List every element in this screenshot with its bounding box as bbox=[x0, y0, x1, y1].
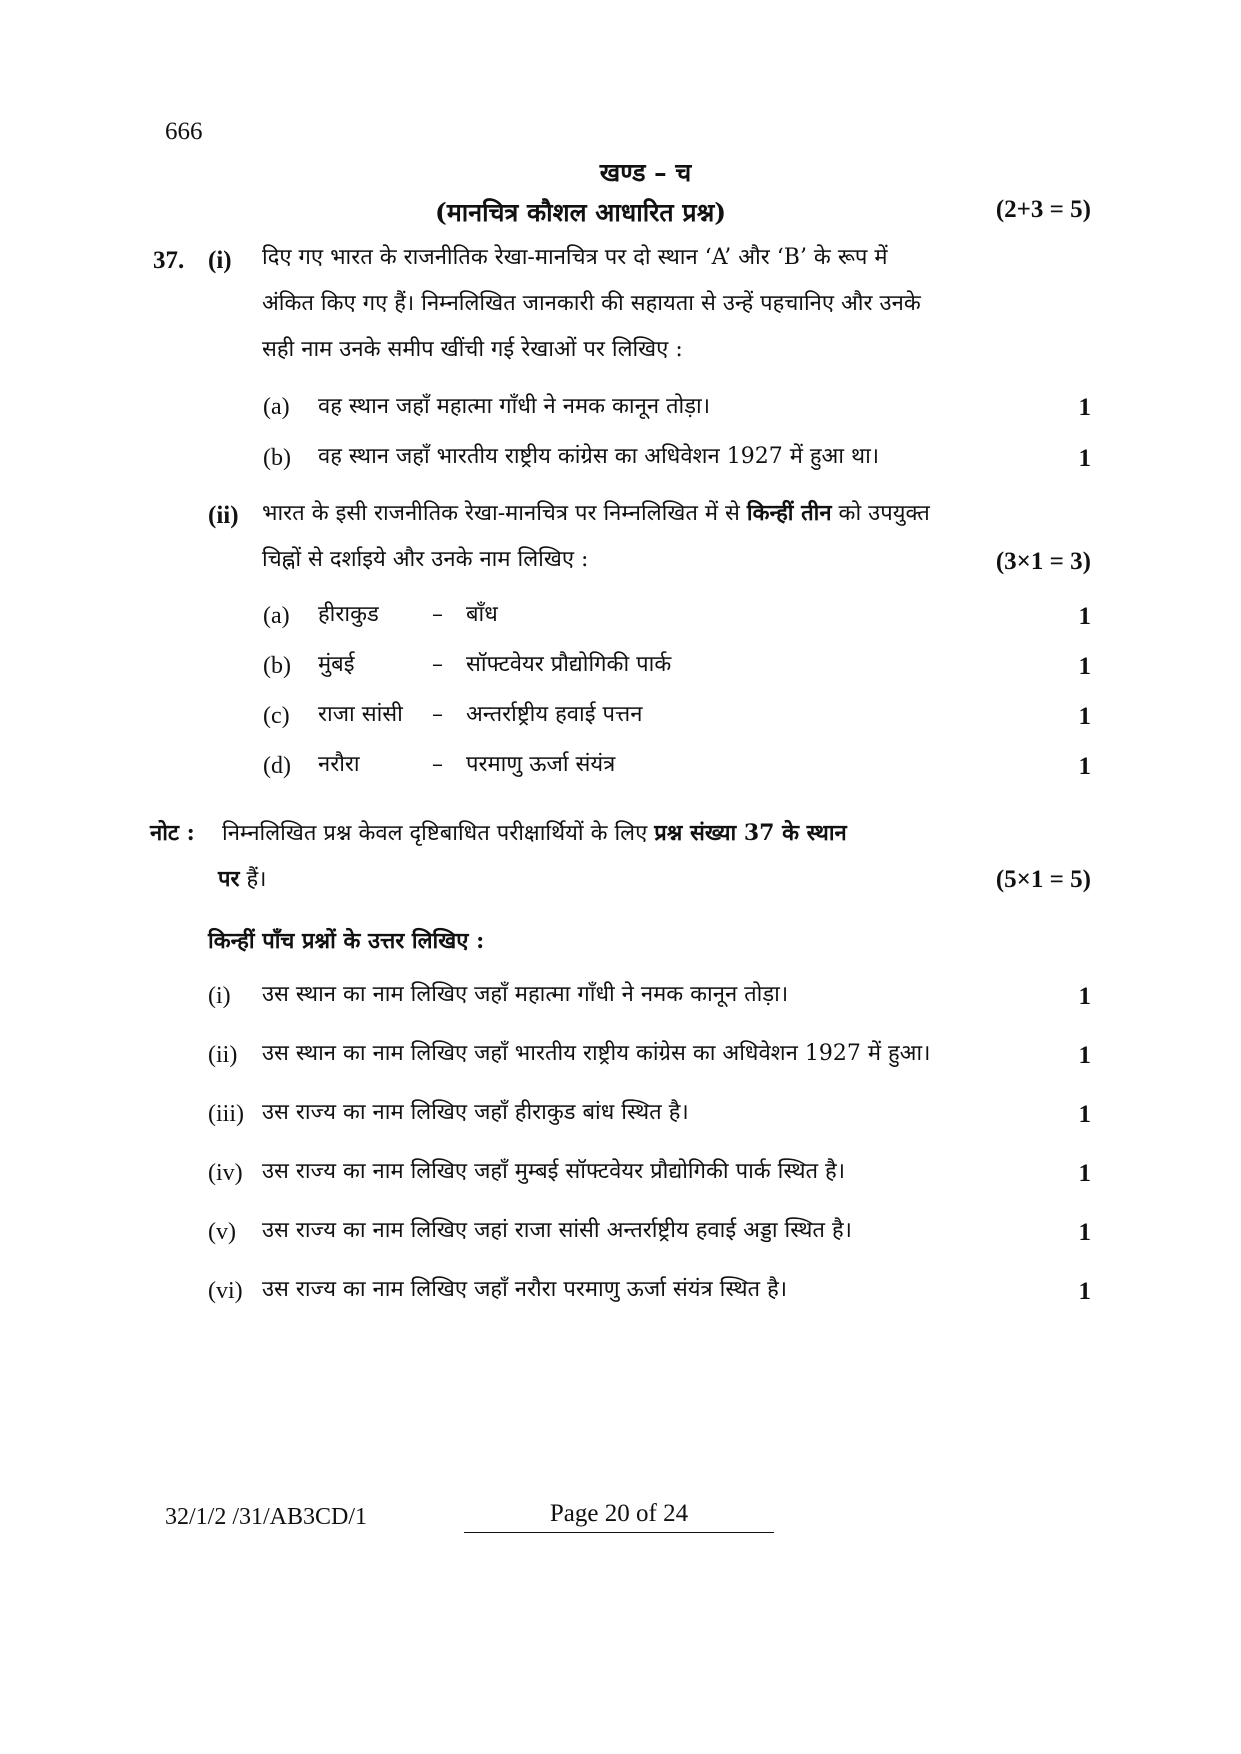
part-ii-item-dash: – bbox=[432, 702, 443, 727]
note-marks: (5×1 = 5) bbox=[995, 866, 1091, 893]
part-ii-text bbox=[262, 490, 1062, 583]
page-indicator: Page 20 of 24 bbox=[464, 1500, 774, 1533]
alt-question-label: (i) bbox=[208, 983, 231, 1009]
alt-question-text: उस स्थान का नाम लिखिए जहाँ महात्मा गाँधी ने नमक कानून तोड़ा। bbox=[262, 982, 789, 1007]
note-instruction: किन्हीं पाँच प्रश्नों के उत्तर लिखिए : bbox=[208, 928, 485, 954]
part-ii-item-desc: बाँध bbox=[466, 602, 498, 627]
section-title: खण्ड – च bbox=[599, 158, 692, 187]
alt-question-marks: 1 bbox=[1078, 1101, 1091, 1128]
alt-question-marks: 1 bbox=[1078, 1219, 1091, 1246]
alt-question-label: (iii) bbox=[208, 1101, 244, 1127]
part-ii-item-marks: 1 bbox=[1078, 703, 1091, 730]
part-i-line: अंकित किए गए हैं। निम्नलिखित जानकारी की सहायता से उन्हें पहचानिए और उनके bbox=[262, 291, 921, 316]
alt-question-text: उस स्थान का नाम लिखिए जहाँ भारतीय राष्ट्रीय कांग्रेस का अधिवेशन 1927 में हुआ। bbox=[262, 1041, 931, 1066]
alt-question-label: (iv) bbox=[208, 1160, 243, 1186]
alt-question-label: (ii) bbox=[208, 1042, 238, 1068]
part-i-item-marks: 1 bbox=[1078, 445, 1091, 472]
part-ii-item-desc: अन्तर्राष्ट्रीय हवाई पत्तन bbox=[466, 702, 643, 727]
part-ii-item-desc: सॉफ्टवेयर प्रौद्योगिकी पार्क bbox=[466, 652, 672, 677]
part-ii-item-dash: – bbox=[432, 602, 443, 627]
part-ii-item-place: नरौरा bbox=[318, 752, 360, 777]
alt-question-label: (v) bbox=[208, 1219, 236, 1245]
part-i-line: दिए गए भारत के राजनीतिक रेखा-मानचित्र पर दो स्थान ‘A’ और ‘B’ के रूप में bbox=[262, 245, 888, 270]
part-ii-item-marks: 1 bbox=[1078, 603, 1091, 630]
page-number: 666 bbox=[165, 118, 203, 145]
section-marks: (2+3 = 5) bbox=[995, 196, 1091, 223]
part-i-label: (i) bbox=[208, 247, 232, 274]
part-ii-item-label: (c) bbox=[263, 703, 290, 729]
part-ii-label: (ii) bbox=[208, 502, 239, 529]
section-subtitle: (मानचित्र कौशल आधारित प्रश्न) bbox=[435, 198, 727, 227]
alt-question-marks: 1 bbox=[1078, 983, 1091, 1010]
alt-question-text: उस राज्य का नाम लिखिए जहाँ हीराकुड बांध स्थित है। bbox=[262, 1100, 689, 1125]
part-i-item-text: वह स्थान जहाँ महात्मा गाँधी ने नमक कानून तोड़ा। bbox=[318, 394, 711, 419]
part-ii-item-label: (a) bbox=[263, 603, 290, 629]
alt-question-marks: 1 bbox=[1078, 1160, 1091, 1187]
part-ii-line: चिह्नों से दर्शाइये और उनके नाम लिखिए : bbox=[262, 547, 589, 572]
note-text-line2: पर हैं। bbox=[218, 866, 267, 892]
part-i-line: सही नाम उनके समीप खींची गई रेखाओं पर लिखिए : bbox=[262, 337, 683, 362]
note-text: निम्नलिखित प्रश्न केवल दृष्टिबाधित परीक्षार्थियों के लिए प्रश्न संख्या 37 के स्थान bbox=[222, 820, 847, 846]
part-ii-item-place: मुंबई bbox=[318, 652, 355, 677]
part-ii-item-dash: – bbox=[432, 752, 443, 777]
part-ii-item-dash: – bbox=[432, 652, 443, 677]
part-ii-item-label: (b) bbox=[263, 653, 291, 679]
alt-question-marks: 1 bbox=[1078, 1042, 1091, 1069]
alt-question-text: उस राज्य का नाम लिखिए जहाँ मुम्बई सॉफ्टवेयर प्रौद्योगिकी पार्क स्थित है। bbox=[262, 1159, 846, 1184]
note-label: नोट : bbox=[150, 820, 195, 846]
paper-code: 32/1/2 /31/AB3CD/1 bbox=[165, 1504, 368, 1530]
part-ii-item-marks: 1 bbox=[1078, 653, 1091, 680]
part-ii-item-place: राजा सांसी bbox=[318, 702, 403, 727]
part-ii-item-desc: परमाणु ऊर्जा संयंत्र bbox=[466, 752, 616, 777]
question-number: 37. bbox=[153, 247, 185, 274]
part-ii-marks: (3×1 = 3) bbox=[995, 548, 1091, 575]
part-i-item-text: वह स्थान जहाँ भारतीय राष्ट्रीय कांग्रेस का अधिवेशन 1927 में हुआ था। bbox=[318, 444, 880, 469]
part-i-item-marks: 1 bbox=[1078, 394, 1091, 421]
part-i-item-label: (b) bbox=[263, 445, 291, 471]
alt-question-text: उस राज्य का नाम लिखिए जहाँ नरौरा परमाणु ऊर्जा संयंत्र स्थित है। bbox=[262, 1277, 788, 1302]
part-ii-line: भारत के इसी राजनीतिक रेखा-मानचित्र पर निम्नलिखित में से किन्हीं तीन को उपयुक्त bbox=[262, 500, 930, 526]
part-ii-item-marks: 1 bbox=[1078, 753, 1091, 780]
alt-question-marks: 1 bbox=[1078, 1278, 1091, 1305]
alt-question-label: (vi) bbox=[208, 1278, 243, 1304]
part-i-item-label: (a) bbox=[263, 394, 290, 420]
part-ii-item-place: हीराकुड bbox=[318, 602, 379, 627]
alt-question-text: उस राज्य का नाम लिखिए जहां राजा सांसी अन्तर्राष्ट्रीय हवाई अड्डा स्थित है। bbox=[262, 1218, 852, 1243]
part-ii-item-label: (d) bbox=[263, 753, 291, 779]
part-i-text bbox=[262, 235, 1062, 373]
